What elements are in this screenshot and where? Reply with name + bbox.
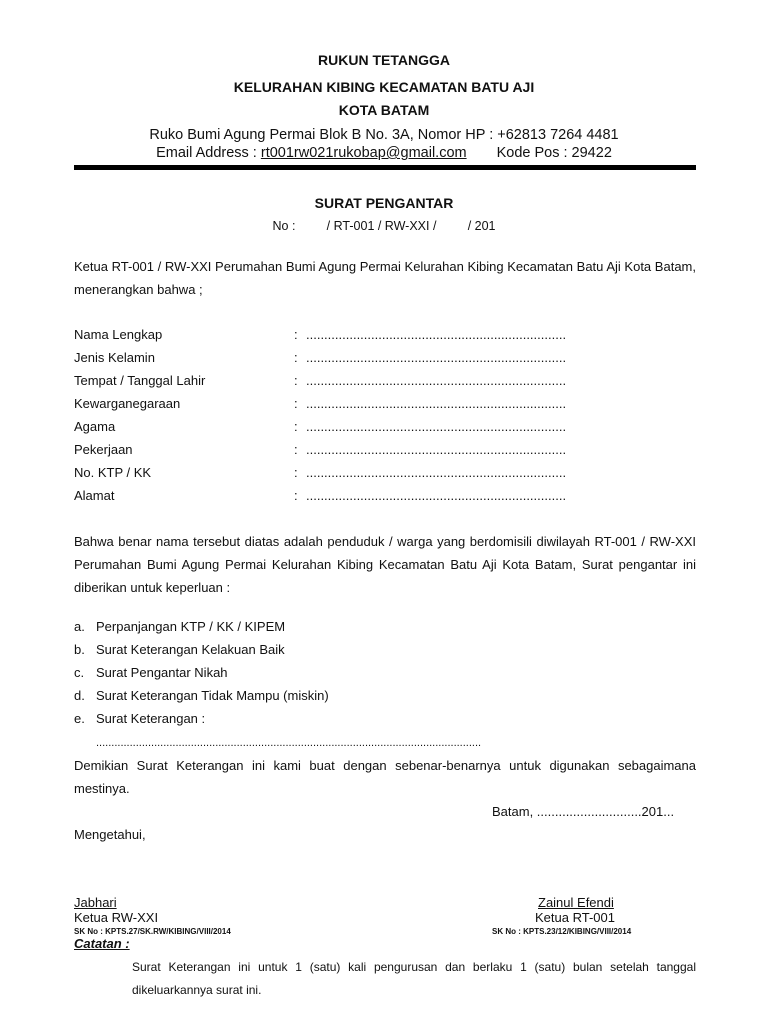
acknowledge-label: Mengetahui, [74,827,146,842]
field-row [74,438,634,461]
letter-title: SURAT PENGANTAR [314,195,454,211]
field-label: Jenis Kelamin [74,350,155,365]
purpose-text: Surat Keterangan Kelakuan Baik [96,642,285,657]
field-blank[interactable]: ........................................................................ [306,327,567,342]
other-purpose-dots: .............................................................................................................................. [96,737,482,749]
field-row [74,392,634,415]
header-line1: RUKUN TETANGGA [318,52,450,68]
purpose-item [74,661,228,684]
note-label: Catatan : [74,936,130,951]
field-colon: : [294,442,298,457]
right-signer-title: Ketua RT-001 [535,910,615,925]
field-row [74,346,634,369]
postal-code: Kode Pos : 29422 [496,145,612,161]
field-colon: : [294,465,298,480]
field-label: Tempat / Tanggal Lahir [74,373,206,388]
closing-paragraph: Demikian Surat Keterangan ini kami buat dengan sebenar-benarnya untuk digunakan sebagaimana mestinya. [74,758,696,796]
field-row [74,461,634,484]
field-blank[interactable]: ........................................................................ [306,442,567,457]
purpose-marker: e. [74,711,85,726]
field-blank[interactable]: ........................................................................ [306,488,567,503]
field-colon: : [294,350,298,365]
left-signer-sk: SK No : KPTS.27/SK.RW/KIBING/VIII/2014 [74,927,231,936]
header-divider [74,165,696,170]
field-colon: : [294,396,298,411]
header-contact [0,145,768,161]
field-row [74,323,634,346]
right-signer-sk: SK No : KPTS.23/12/KIBING/VIII/2014 [492,927,632,936]
letter-number: No : / RT-001 / RW-XXI / / 201 [272,219,496,233]
field-blank[interactable]: ........................................................................ [306,465,567,480]
purpose-marker: b. [74,642,85,657]
note-text: Surat Keterangan ini untuk 1 (satu) kali pengurusan dan berlaku 1 (satu) bulan setelah tanggal dikeluarkannya surat ini. [132,960,696,997]
purpose-item [74,615,285,638]
purpose-text: Surat Keterangan : [96,711,206,726]
header-address: Ruko Bumi Agung Permai Blok B No. 3A, Nomor HP : +62813 7264 4481 [149,127,619,143]
header-line2: KELURAHAN KIBING KECAMATAN BATU AJI [233,79,535,95]
field-label: Alamat [74,488,115,503]
purpose-marker: d. [74,688,85,703]
field-colon: : [294,327,298,342]
field-blank[interactable]: ........................................................................ [306,419,567,434]
field-label: Agama [74,419,116,434]
field-label: Kewarganegaraan [74,396,181,411]
date-line: Batam, .............................201... [492,804,675,819]
field-colon: : [294,373,298,388]
purpose-marker: a. [74,619,85,634]
purpose-text: Perpanjangan KTP / KK / KIPEM [96,619,286,634]
purpose-text: Surat Keterangan Tidak Mampu (miskin) [96,688,329,703]
purpose-item [74,638,285,661]
email-label: Email Address : [156,145,261,161]
left-signer-name: Jabhari [74,895,117,910]
field-label: No. KTP / KK [74,465,152,480]
purpose-marker: c. [74,665,85,680]
field-label: Pekerjaan [74,442,133,457]
email-link[interactable]: rt001rw021rukobap@gmail.com [260,145,467,161]
field-blank[interactable]: ........................................................................ [306,350,567,365]
field-blank[interactable]: ........................................................................ [306,373,567,388]
body-paragraph: Bahwa benar nama tersebut diatas adalah penduduk / warga yang berdomisili diwilayah RT-001 / RW-XXI Perumahan Bumi Agung Permai Kelurahan Kibing Kecamatan Batu Aji Kota Batam, Surat pengantar ini diberikan untuk keperluan : [74,534,696,595]
purpose-item [74,707,205,730]
field-colon: : [294,419,298,434]
purpose-item [74,684,329,707]
left-signer-title: Ketua RW-XXI [74,910,159,925]
field-row [74,484,634,507]
field-row [74,415,634,438]
field-row [74,369,634,392]
intro-paragraph: Ketua RT-001 / RW-XXI Perumahan Bumi Agung Permai Kelurahan Kibing Kecamatan Batu Aji Kota Batam, menerangkan bahwa ; [74,259,696,297]
purpose-text: Surat Pengantar Nikah [96,665,228,680]
right-signer-name: Zainul Efendi [538,895,614,910]
field-blank[interactable]: ........................................................................ [306,396,567,411]
field-colon: : [294,488,298,503]
field-label: Nama Lengkap [74,327,163,342]
header-line3: KOTA BATAM [338,102,430,118]
